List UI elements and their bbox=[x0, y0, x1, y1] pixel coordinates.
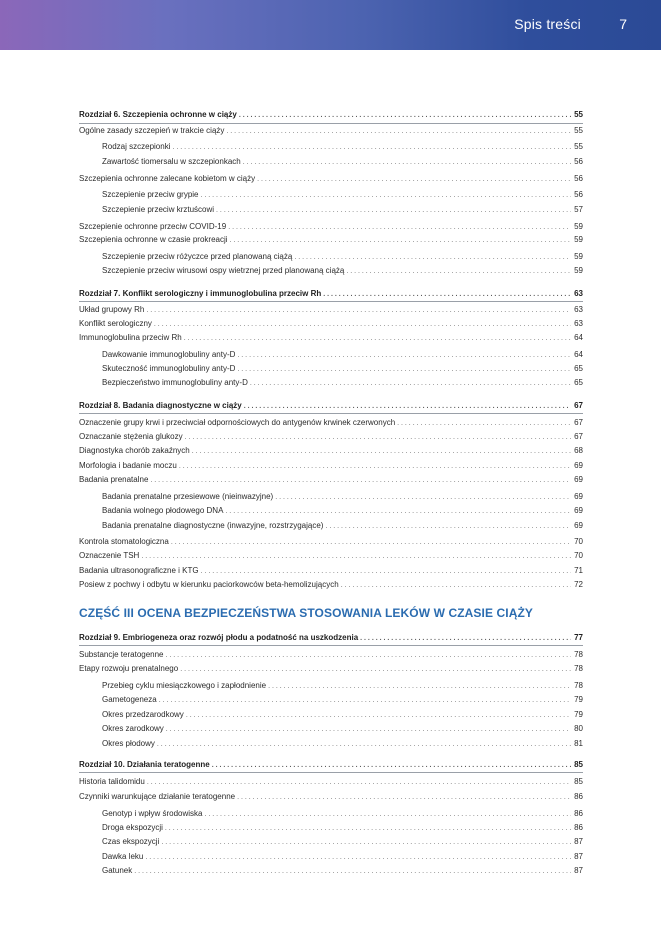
toc-entry-title: Badania wolnego płodowego DNA bbox=[102, 506, 224, 515]
toc-entry-title: Rodzaj szczepionki bbox=[102, 142, 171, 151]
toc-entry-title: Rozdział 8. Badania diagnostyczne w ciąży bbox=[79, 401, 242, 410]
divider bbox=[79, 301, 583, 302]
toc-entry-title: Układ grupowy Rh bbox=[79, 305, 145, 314]
toc-entry-page: 63 bbox=[574, 305, 583, 314]
toc-entry[interactable] bbox=[79, 579, 583, 591]
toc-entry-title: Dawkowanie immunoglobuliny anty-D bbox=[102, 350, 236, 359]
toc-entry-page: 69 bbox=[574, 461, 583, 470]
divider bbox=[79, 413, 583, 414]
toc-entry[interactable] bbox=[79, 776, 583, 788]
toc-entry[interactable] bbox=[79, 445, 583, 457]
page-header bbox=[0, 0, 661, 50]
toc-subentry[interactable] bbox=[79, 709, 583, 721]
toc-subentry[interactable] bbox=[79, 520, 583, 532]
toc-chapter-7[interactable] bbox=[79, 288, 583, 300]
toc-entry-page: 68 bbox=[574, 446, 583, 455]
toc-subentry[interactable] bbox=[79, 836, 583, 848]
toc-entry-title: Szczepienie przeciw wirusowi ospy wietrznej przed planowaną ciążą bbox=[102, 266, 345, 275]
toc-entry-title: Bezpieczeństwo immunoglobuliny anty-D bbox=[102, 378, 248, 387]
toc-entry-title: Konflikt serologiczny bbox=[79, 319, 152, 328]
page-number: 7 bbox=[619, 16, 627, 32]
toc-entry-page: 67 bbox=[574, 418, 583, 427]
toc-entry-page: 86 bbox=[574, 809, 583, 818]
toc-entry-page: 64 bbox=[574, 333, 583, 342]
toc-subentry[interactable] bbox=[79, 694, 583, 706]
toc-entry-title: Kontrola stomatologiczna bbox=[79, 537, 169, 546]
toc-subentry[interactable] bbox=[79, 808, 583, 820]
divider bbox=[79, 645, 583, 646]
toc-entry-page: 63 bbox=[574, 289, 583, 298]
toc-entry-title: Badania prenatalne przesiewowe (nieinwazyjne) bbox=[102, 492, 274, 501]
toc-subentry[interactable] bbox=[79, 723, 583, 735]
toc-entry-page: 55 bbox=[574, 142, 583, 151]
toc-entry-page: 56 bbox=[574, 157, 583, 166]
toc-subentry[interactable] bbox=[79, 189, 583, 201]
toc-entry-page: 87 bbox=[574, 852, 583, 861]
toc-entry-page: 59 bbox=[574, 252, 583, 261]
toc-entry-page: 65 bbox=[574, 364, 583, 373]
toc-entry[interactable] bbox=[79, 332, 583, 344]
toc-entry[interactable] bbox=[79, 565, 583, 577]
toc-entry[interactable] bbox=[79, 431, 583, 443]
toc-entry-title: Oznaczanie stężenia glukozy bbox=[79, 432, 183, 441]
toc-entry-title: Gatunek bbox=[102, 866, 133, 875]
toc-entry-page: 69 bbox=[574, 506, 583, 515]
toc-entry-title: Szczepienie przeciw różyczce przed planowaną ciążą bbox=[102, 252, 293, 261]
toc-entry-title: Okres płodowy bbox=[102, 739, 155, 748]
toc-entry-page: 79 bbox=[574, 710, 583, 719]
toc-subentry[interactable] bbox=[79, 204, 583, 216]
toc-entry-page: 59 bbox=[574, 235, 583, 244]
toc-entry-page: 69 bbox=[574, 521, 583, 530]
toc-entry-page: 81 bbox=[574, 739, 583, 748]
toc-entry-page: 57 bbox=[574, 205, 583, 214]
toc-entry[interactable] bbox=[79, 234, 583, 246]
toc-entry-page: 78 bbox=[574, 664, 583, 673]
divider bbox=[79, 772, 583, 773]
toc-entry-page: 77 bbox=[574, 633, 583, 642]
toc-subentry[interactable] bbox=[79, 349, 583, 361]
toc-entry-page: 65 bbox=[574, 378, 583, 387]
divider bbox=[79, 123, 583, 124]
toc-entry-page: 70 bbox=[574, 551, 583, 560]
toc-entry-page: 64 bbox=[574, 350, 583, 359]
header-title: Spis treści bbox=[514, 16, 581, 32]
toc-entry-title: Rozdział 6. Szczepienia ochronne w ciąży bbox=[79, 110, 237, 119]
toc-entry-page: 69 bbox=[574, 492, 583, 501]
toc-subentry[interactable] bbox=[79, 377, 583, 389]
toc-entry-page: 70 bbox=[574, 537, 583, 546]
toc-entry-title: Zawartość tiomersalu w szczepionkach bbox=[102, 157, 241, 166]
toc-chapter-6[interactable] bbox=[79, 109, 583, 121]
toc-entry-page: 69 bbox=[574, 475, 583, 484]
toc-entry[interactable] bbox=[79, 550, 583, 562]
toc-entry-page: 85 bbox=[574, 760, 583, 769]
toc-entry-title: Rozdział 10. Działania teratogenne bbox=[79, 760, 210, 769]
toc-entry-page: 67 bbox=[574, 401, 583, 410]
toc-subentry[interactable] bbox=[79, 156, 583, 168]
toc-entry-title: Szczepienie ochronne przeciw COVID-19 bbox=[79, 222, 227, 231]
toc-entry[interactable] bbox=[79, 536, 583, 548]
toc-entry-page: 85 bbox=[574, 777, 583, 786]
toc-entry[interactable] bbox=[79, 460, 583, 472]
toc-chapter-8[interactable] bbox=[79, 400, 583, 412]
toc-subentry[interactable] bbox=[79, 141, 583, 153]
toc-entry-title: Badania prenatalne bbox=[79, 475, 149, 484]
toc-entry-page: 86 bbox=[574, 792, 583, 801]
toc-entry-title: Okres zarodkowy bbox=[102, 724, 164, 733]
toc-entry-page: 80 bbox=[574, 724, 583, 733]
toc-entry[interactable] bbox=[79, 304, 583, 316]
toc-entry-title: Oznaczenie grupy krwi i przeciwciał odpornościowych do antygenów krwinek czerwonych bbox=[79, 418, 396, 427]
toc-entry-title: Substancje teratogenne bbox=[79, 650, 164, 659]
toc-entry-title: Droga ekspozycji bbox=[102, 823, 163, 832]
toc-entry-title: Szczepienia ochronne zalecane kobietom w ciąży bbox=[79, 174, 256, 183]
toc-entry-title: Badania ultrasonograficzne i KTG bbox=[79, 566, 199, 575]
toc-entry-page: 78 bbox=[574, 650, 583, 659]
toc-subentry[interactable] bbox=[79, 851, 583, 863]
toc-entry-page: 63 bbox=[574, 319, 583, 328]
toc-entry-page: 78 bbox=[574, 681, 583, 690]
toc-entry-page: 56 bbox=[574, 190, 583, 199]
toc-entry-title: Rozdział 7. Konflikt serologiczny i immunoglobulina przeciw Rh bbox=[79, 289, 322, 298]
toc-entry-title: Historia talidomidu bbox=[79, 777, 145, 786]
toc-entry[interactable] bbox=[79, 125, 583, 137]
toc-entry-title: Badania prenatalne diagnostyczne (inwazyjne, rozstrzygające) bbox=[102, 521, 324, 530]
toc-entry-page: 56 bbox=[574, 174, 583, 183]
toc-entry-title: Czynniki warunkujące działanie teratogenne bbox=[79, 792, 236, 801]
toc-chapter-9[interactable] bbox=[79, 632, 583, 644]
toc-entry-title: Czas ekspozycji bbox=[102, 837, 160, 846]
toc-entry-page: 79 bbox=[574, 695, 583, 704]
toc-entry-page: 86 bbox=[574, 823, 583, 832]
toc-entry-page: 72 bbox=[574, 580, 583, 589]
toc-entry-page: 67 bbox=[574, 432, 583, 441]
toc-entry-title: Szczepienie przeciw grypie bbox=[102, 190, 199, 199]
toc-entry[interactable] bbox=[79, 221, 583, 233]
toc-entry-page: 59 bbox=[574, 266, 583, 275]
toc-entry-page: 59 bbox=[574, 222, 583, 231]
toc-subentry[interactable] bbox=[79, 738, 583, 750]
toc-entry[interactable] bbox=[79, 649, 583, 661]
toc-subentry[interactable] bbox=[79, 265, 583, 277]
toc-entry-title: Dawka leku bbox=[102, 852, 144, 861]
toc-entry-page: 55 bbox=[574, 126, 583, 135]
toc-entry-title: Gametogeneza bbox=[102, 695, 157, 704]
toc-entry[interactable] bbox=[79, 417, 583, 429]
toc-entry[interactable] bbox=[79, 173, 583, 185]
toc-subentry[interactable] bbox=[79, 822, 583, 834]
toc-subentry[interactable] bbox=[79, 505, 583, 517]
toc-entry-title: Rozdział 9. Embriogeneza oraz rozwój płodu a podatność na uszkodzenia bbox=[79, 633, 359, 642]
toc-entry-page: 87 bbox=[574, 837, 583, 846]
toc-entry-title: Morfologia i badanie moczu bbox=[79, 461, 177, 470]
toc-chapter-10[interactable] bbox=[79, 759, 583, 771]
toc-entry-title: Szczepienia ochronne w czasie prokreacji bbox=[79, 235, 228, 244]
toc-entry-title: Diagnostyka chorób zakaźnych bbox=[79, 446, 190, 455]
toc-entry-page: 87 bbox=[574, 866, 583, 875]
toc-entry[interactable] bbox=[79, 474, 583, 486]
toc-subentry[interactable] bbox=[79, 680, 583, 692]
toc-entry-title: Genotyp i wpływ środowiska bbox=[102, 809, 203, 818]
toc-entry-title: Okres przedzarodkowy bbox=[102, 710, 184, 719]
toc-entry-title: Immunoglobulina przeciw Rh bbox=[79, 333, 182, 342]
toc-subentry[interactable] bbox=[79, 865, 583, 877]
toc-entry-page: 55 bbox=[574, 110, 583, 119]
toc-subentry[interactable] bbox=[79, 363, 583, 375]
part-heading[interactable]: CZĘŚĆ III OCENA BEZPIECZEŃSTWA STOSOWANIA LEKÓW W CZASIE CIĄŻY bbox=[79, 606, 533, 620]
toc-entry-title: Przebieg cyklu miesiączkowego i zapłodnienie bbox=[102, 681, 267, 690]
toc-entry[interactable] bbox=[79, 318, 583, 330]
toc-entry-title: Posiew z pochwy i odbytu w kierunku paciorkowców beta-hemolizujących bbox=[79, 580, 339, 589]
toc-entry-title: Oznaczenie TSH bbox=[79, 551, 140, 560]
toc-subentry[interactable] bbox=[79, 491, 583, 503]
toc-entry-title: Szczepienie przeciw krztuścowi bbox=[102, 205, 215, 214]
toc-entry[interactable] bbox=[79, 791, 583, 803]
toc-subentry[interactable] bbox=[79, 251, 583, 263]
toc-entry[interactable] bbox=[79, 663, 583, 675]
toc-entry-page: 71 bbox=[574, 566, 583, 575]
toc-entry-title: Ogólne zasady szczepień w trakcie ciąży bbox=[79, 126, 225, 135]
toc-entry-title: Etapy rozwoju prenatalnego bbox=[79, 664, 179, 673]
toc-entry-title: Skuteczność immunoglobuliny anty-D bbox=[102, 364, 236, 373]
